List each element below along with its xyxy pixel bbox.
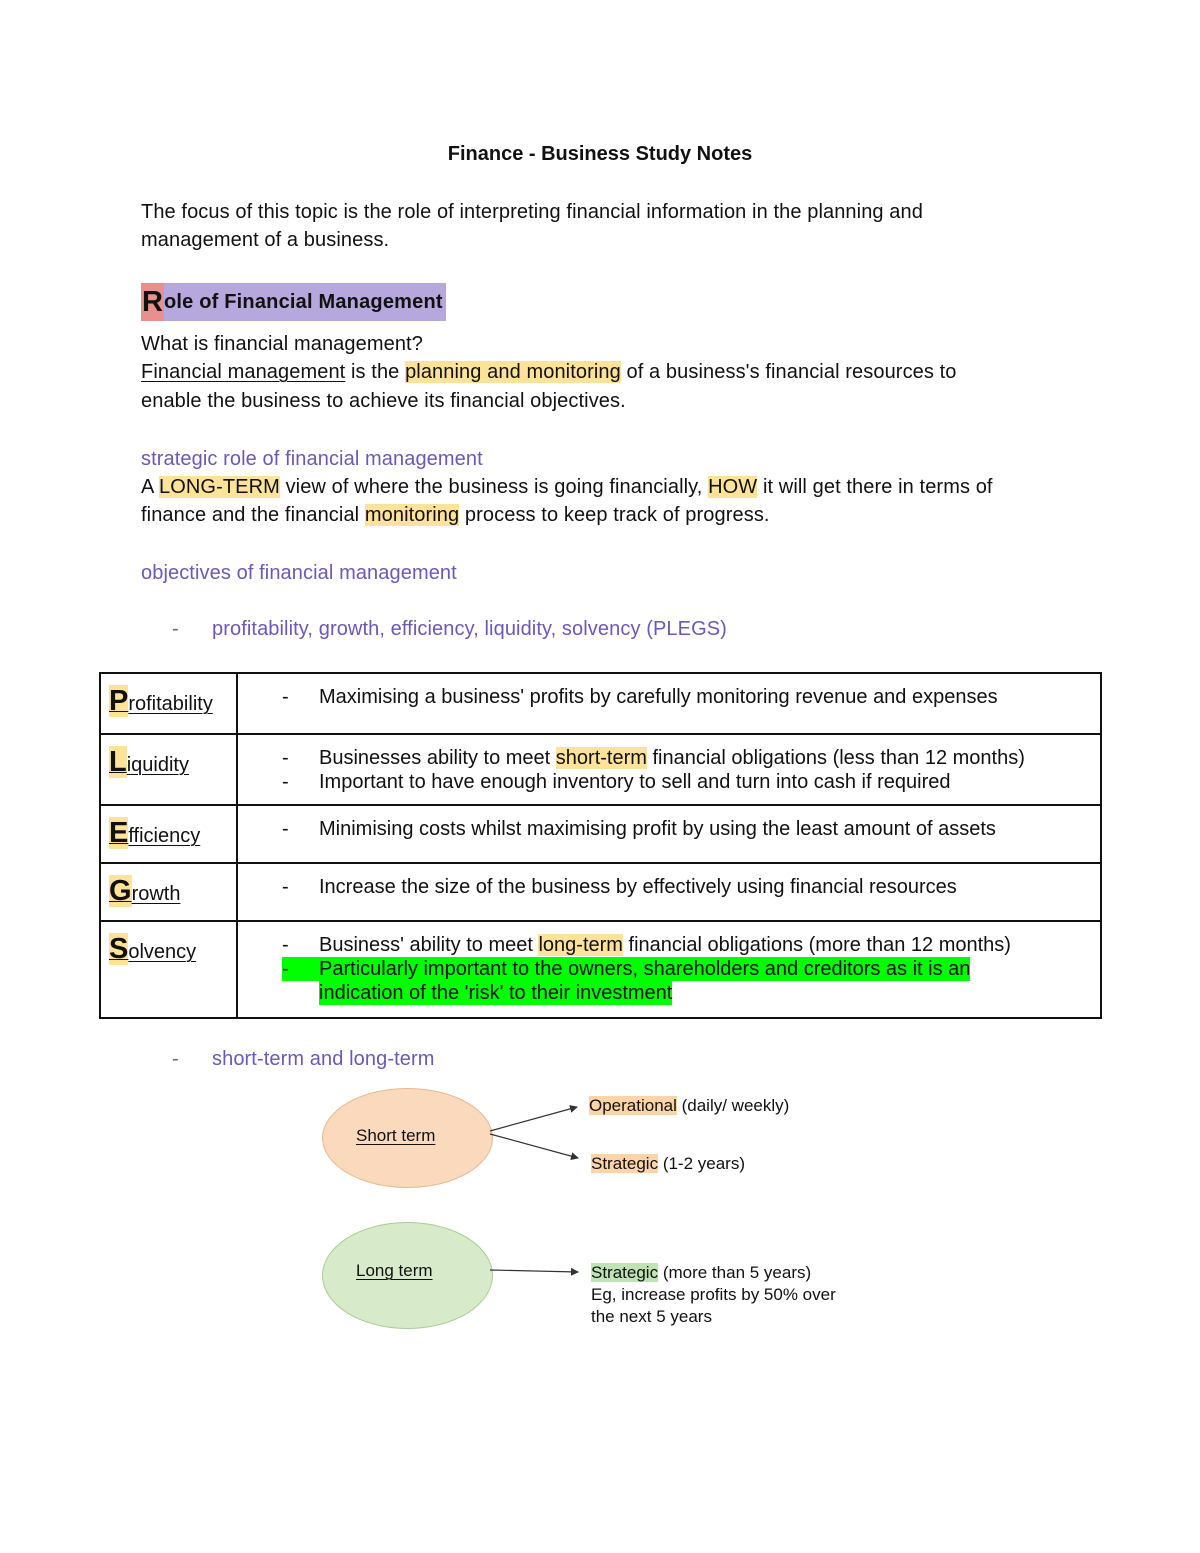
long-term-highlight: long-term [538,934,623,956]
term-initial: E [109,817,129,849]
description-text: Important to have enough inventory to sell and turn into cash if required [319,771,951,793]
strategic-short-label: Strategic [591,1154,659,1173]
objectives-heading: objectives of financial management [141,562,457,584]
arrow-to-strategic-long [490,1270,578,1272]
description-text-highlighted: indication of the 'risk' to their investment [319,982,673,1004]
description-line [282,875,1090,899]
definition-text: is the [345,361,406,383]
table-row [101,674,1100,733]
operational-label: Operational [589,1096,677,1115]
how-highlight: HOW [708,476,758,498]
term-rest: rofitability [128,693,213,715]
section-heading-initial: R [141,283,164,321]
term-rest: olvency [128,941,197,963]
question-text: What is financial management? [141,333,423,355]
term-bullet-text: short-term and long-term [212,1048,435,1070]
description-text: Maximising a business' profits by carefully monitoring revenue and expenses [319,686,998,708]
objectives-bullet [172,615,727,643]
bullet-dash: - [282,747,289,769]
table-row [101,862,1100,920]
term-initial: S [109,933,129,965]
section-heading [141,283,446,321]
term-efficiency [109,819,200,850]
monitoring-highlight: monitoring [364,504,460,526]
description-line [282,746,1090,770]
strategic-heading: strategic role of financial management [141,448,483,470]
operational-note: (daily/ weekly) [676,1096,790,1115]
term-solvency [109,935,196,966]
description-cell [238,735,1100,804]
description-line [282,770,1090,794]
arrow-to-strategic-short [490,1134,578,1158]
definition-line-1 [141,358,957,386]
description-cell [238,806,1100,862]
strategic-long-line [591,1262,811,1284]
definition-text: of a business's financial resources to [620,361,957,383]
bullet-dash: - [172,618,179,640]
definition-line-2: enable the business to achieve its financial objectives. [141,390,626,412]
bullet-dash: - [282,957,319,981]
page-title: Finance - Business Study Notes [447,143,753,165]
description-line [282,957,1090,981]
term-cell [101,922,238,1017]
description-cell [238,674,1100,733]
description-text-highlighted: Particularly important to the owners, shareholders and creditors as it is an [319,958,971,980]
table-row [101,920,1100,1017]
term-initial: G [109,875,132,907]
intro-line-2: management of a business. [141,229,390,251]
short-term-label: Short term [356,1126,436,1145]
term-cell [101,674,238,733]
strategic-short-line [591,1153,745,1175]
section-heading-text: ole of Financial Management [164,283,446,321]
bullet-dash: - [282,686,289,708]
arrow-to-operational [490,1107,577,1131]
description-text: financial obligations (less than 12 months) [646,747,1025,769]
bullet-dash: - [172,1048,179,1070]
long-term-label: Long term [356,1261,433,1280]
description-text: Business' ability to meet [319,934,539,956]
term-rest: iquidity [126,754,189,776]
example-line-1: Eg, increase profits by 50% over [591,1285,836,1304]
description-cell [238,922,1100,1017]
strategic-text: view of where the business is going financially, [279,476,709,498]
term-profitability [109,687,213,718]
strategic-text: it will get there in terms of [757,476,993,498]
example-line-2: the next 5 years [591,1307,712,1326]
strategic-text: finance and the financial [141,504,365,526]
strategic-short-note: (1-2 years) [658,1154,746,1173]
description-cell [238,864,1100,920]
operational-line [589,1095,789,1117]
table-row [101,733,1100,804]
definition-highlight: planning and monitoring [405,361,621,383]
bullet-dash: - [282,934,289,956]
short-term-highlight: short-term [555,747,647,769]
strategic-line-2 [141,501,770,529]
description-text: Businesses ability to meet [319,747,556,769]
term-rest: fficiency [128,825,201,847]
bullet-dash: - [282,876,289,898]
table-row [101,804,1100,862]
strategic-text: process to keep track of progress. [459,504,770,526]
term-initial: L [109,746,127,778]
term-cell [101,806,238,862]
objectives-bullet-text: profitability, growth, efficiency, liquidity, solvency (PLEGS) [212,618,727,640]
long-term-highlight: LONG-TERM [159,476,280,498]
term-bullet [172,1045,434,1073]
strategic-long-note: (more than 5 years) [658,1263,812,1282]
term-liquidity [109,748,189,779]
description-text: financial obligations (more than 12 months) [622,934,1011,956]
strategic-long-label: Strategic [591,1263,659,1282]
strategic-text: A [141,476,159,498]
term-growth [109,877,180,908]
term-rest: rowth [131,883,181,905]
term-cell [101,864,238,920]
description-line [282,933,1090,957]
plegs-table [99,672,1102,1019]
bullet-dash: - [282,771,289,793]
term-initial: P [109,685,129,717]
intro-line-1: The focus of this topic is the role of interpreting financial information in the planning and [141,201,923,223]
description-text: Minimising costs whilst maximising profit by using the least amount of assets [319,818,996,840]
description-line [282,981,1090,1005]
indent [282,981,319,1005]
term-cell [101,735,238,804]
definition-term: Financial management [141,361,346,383]
description-line [282,817,1090,841]
bullet-dash: - [282,818,289,840]
description-text: Increase the size of the business by effectively using financial resources [319,876,957,898]
description-line [282,685,1090,709]
strategic-line-1 [141,473,993,501]
